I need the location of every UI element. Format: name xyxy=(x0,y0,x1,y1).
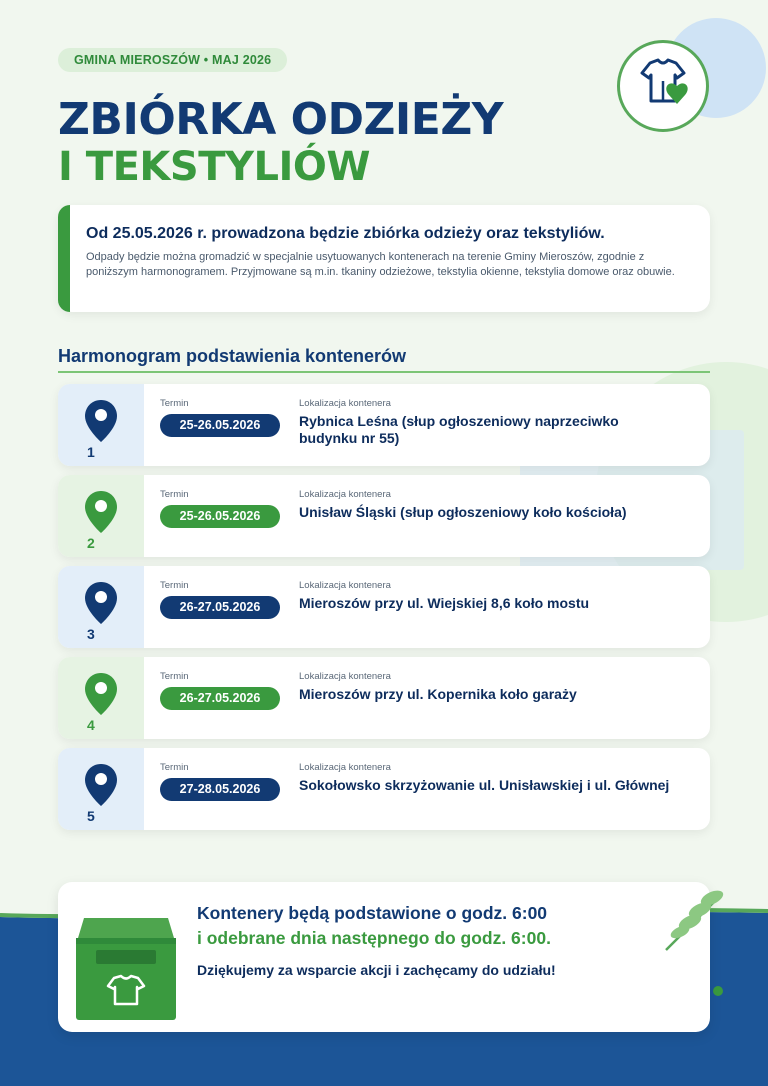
term-label: Termin xyxy=(160,489,189,500)
schedule-divider xyxy=(58,371,710,373)
row-number: 1 xyxy=(87,444,95,460)
date-badge: 27-28.05.2026 xyxy=(160,778,280,801)
pin-box xyxy=(58,475,144,557)
date-badge: 25-26.05.2026 xyxy=(160,414,280,437)
decorative-dot xyxy=(713,986,723,996)
header-badge: GMINA MIEROSZÓW • MAJ 2026 xyxy=(58,48,287,72)
pin-box xyxy=(58,566,144,648)
date-badge: 26-27.05.2026 xyxy=(160,687,280,710)
location-pin-icon xyxy=(83,671,119,717)
location-text: Unisław Śląski (słup ogłoszeniowy koło kościoła) xyxy=(299,504,627,520)
schedule-row xyxy=(58,475,710,557)
footer-card xyxy=(58,882,710,1032)
date-badge: 25-26.05.2026 xyxy=(160,505,280,528)
clothing-container-icon xyxy=(74,916,178,1022)
pin-box xyxy=(58,657,144,739)
leaf-branch-icon xyxy=(662,886,732,956)
location-label: Lokalizacja kontenera xyxy=(299,580,391,591)
location-pin-icon xyxy=(83,489,119,535)
location-pin-icon xyxy=(83,580,119,626)
location-text: Rybnica Leśna (słup ogłoszeniowy naprzeciwko budynku nr 55) xyxy=(299,413,619,446)
page-title-line1: ZBIÓRKA ODZIEŻY xyxy=(58,94,504,145)
intro-body: Odpady będzie można gromadzić w specjalnie usytuowanych kontenerach na terenie Gminy Mieroszów, zgodnie z poniższym harmonogramem. Przyjmowane są m.in. tkaniny odzieżowe, tekstylia okienne, tekstylia domowe oraz obuwie. xyxy=(86,251,675,278)
location-label: Lokalizacja kontenera xyxy=(299,489,391,500)
term-label: Termin xyxy=(160,671,189,682)
date-badge: 26-27.05.2026 xyxy=(160,596,280,619)
row-number: 2 xyxy=(87,535,95,551)
intro-card xyxy=(58,205,710,312)
row-number: 4 xyxy=(87,717,95,733)
footer-thanks: Dziękujemy za wsparcie akcji i zachęcamy do udziału! xyxy=(197,962,556,978)
schedule-row xyxy=(58,384,710,466)
intro-headline: Od 25.05.2026 r. prowadzona będzie zbiórka odzieży oraz tekstyliów. xyxy=(86,225,605,242)
footer-line-2: i odebrane dnia następnego do godz. 6:00. xyxy=(197,928,551,948)
schedule-row xyxy=(58,657,710,739)
row-number: 5 xyxy=(87,808,95,824)
footer-line-1: Kontenery będą podstawione o godz. 6:00 xyxy=(197,903,548,923)
location-text: Mieroszów przy ul. Wiejskiej 8,6 koło mostu xyxy=(299,595,590,611)
location-pin-icon xyxy=(83,398,119,444)
schedule-row xyxy=(58,566,710,648)
location-text: Mieroszów przy ul. Kopernika koło garaży xyxy=(299,686,577,702)
row-number: 3 xyxy=(87,626,95,642)
schedule-heading: Harmonogram podstawienia kontenerów xyxy=(58,346,407,366)
intro-accent-bar xyxy=(58,205,70,312)
location-label: Lokalizacja kontenera xyxy=(299,671,391,682)
tshirt-heart-icon xyxy=(617,40,709,132)
term-label: Termin xyxy=(160,580,189,591)
page-title-line2: I TEKSTYLIÓW xyxy=(58,144,370,190)
location-text: Sokołowsko skrzyżowanie ul. Unisławskiej i ul. Głównej xyxy=(299,777,670,793)
location-label: Lokalizacja kontenera xyxy=(299,398,391,409)
location-pin-icon xyxy=(83,762,119,808)
term-label: Termin xyxy=(160,762,189,773)
location-label: Lokalizacja kontenera xyxy=(299,762,391,773)
schedule-row xyxy=(58,748,710,830)
pin-box xyxy=(58,748,144,830)
term-label: Termin xyxy=(160,398,189,409)
pin-box xyxy=(58,384,144,466)
